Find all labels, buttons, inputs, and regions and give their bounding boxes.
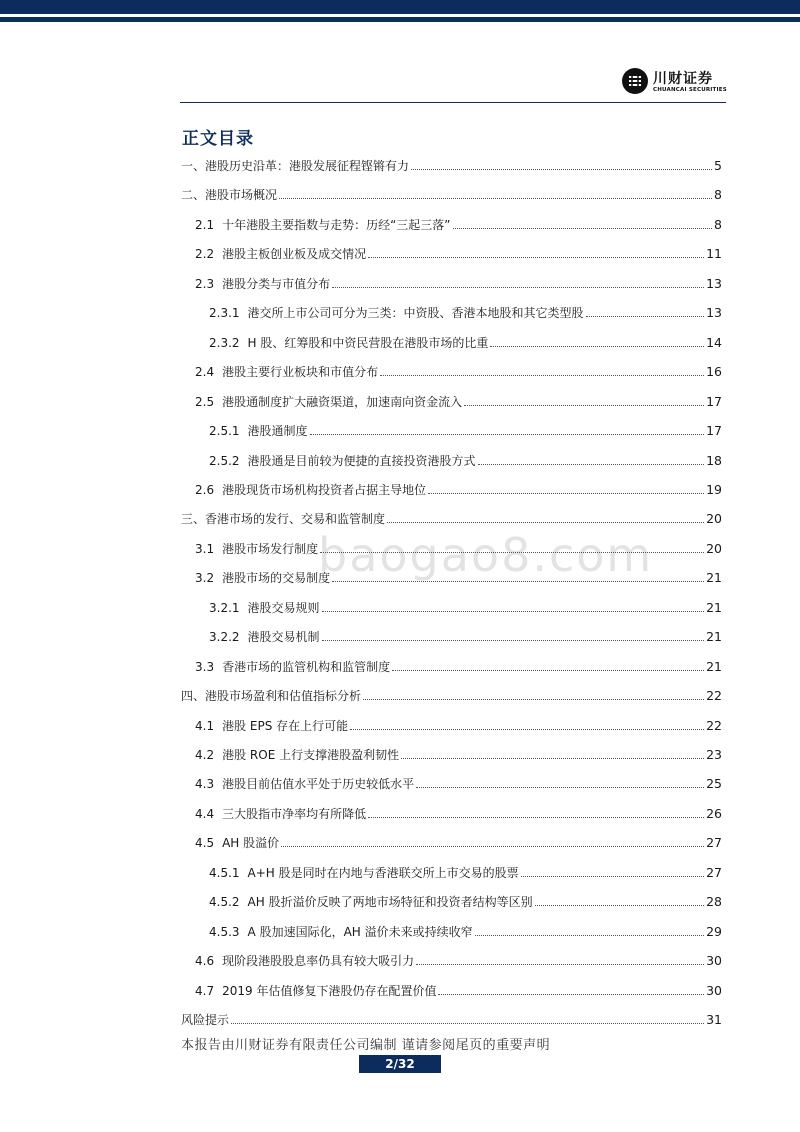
toc-entry-number: 3.2.2 xyxy=(209,630,240,645)
toc-entry-number: 4.5.1 xyxy=(209,865,240,880)
toc-entry-label: 三大股指市净率均有所降低 xyxy=(222,806,367,821)
toc-entry-number: 2.2 xyxy=(195,247,215,262)
toc-entry-page: 27 xyxy=(706,835,722,851)
toc-entry-page: 13 xyxy=(706,275,722,291)
toc-entry[interactable] xyxy=(209,305,722,321)
toc-entry-label: 四、港股市场盈利和估值指标分析 xyxy=(181,689,362,704)
toc-entry-label: 港股现货市场机构投资者占据主导地位 xyxy=(222,482,427,497)
toc-leader-dots xyxy=(453,217,713,229)
toc-entry-label: 港股 ROE 上行支撑港股盈利韧性 xyxy=(222,748,400,762)
toc-entry-label: 港股目前估值水平处于历史较低水平 xyxy=(222,777,415,792)
page-indicator: 2/32 xyxy=(359,1055,441,1073)
toc-entry[interactable] xyxy=(195,246,722,262)
toc-entry[interactable] xyxy=(195,394,722,410)
toc-entry-number: 2.4 xyxy=(195,365,215,380)
toc-entry-number: 4.5 xyxy=(195,836,215,851)
toc-entry-label: 现阶段港股股息率仍具有较大吸引力 xyxy=(222,954,415,969)
toc-entry-page: 13 xyxy=(706,305,722,321)
toc-entry[interactable] xyxy=(181,688,722,704)
toc-entry[interactable] xyxy=(209,865,722,881)
toc-entry-number: 2.3 xyxy=(195,276,215,291)
toc-leader-dots xyxy=(281,835,704,847)
toc-entry-label: A 股加速国际化，AH 溢价未来或持续收窄 xyxy=(247,924,473,939)
toc-leader-dots xyxy=(363,688,704,700)
toc-entry-label: 风险提示 xyxy=(181,1013,230,1027)
toc-entry-page: 22 xyxy=(706,717,722,733)
brand-name-cn: 川财证券 xyxy=(653,71,713,87)
toc-entry-page: 21 xyxy=(706,629,722,645)
toc-entry-page: 26 xyxy=(706,805,722,821)
toc-entry-page: 25 xyxy=(706,776,722,792)
toc-entry-label: 港股通制度扩大融资渠道，加速南向资金流入 xyxy=(222,394,463,409)
toc-entry[interactable] xyxy=(195,541,722,557)
toc-entry-number: 3.2 xyxy=(195,571,215,586)
watermark: baogao8.com xyxy=(318,528,654,582)
toc-entry-number: 4.7 xyxy=(195,983,215,998)
toc-entry-label: 港交所上市公司可分为三类：中资股、香港本地股和其它类型股 xyxy=(247,306,584,321)
toc-entry[interactable] xyxy=(181,187,722,203)
toc-entry-label: H 股、红筹股和中资民营股在港股市场的比重 xyxy=(247,335,489,350)
toc-entry-label: 港股主板创业板及成交情况 xyxy=(222,247,367,262)
toc-entry-page: 21 xyxy=(706,599,722,615)
toc-entry-page: 16 xyxy=(706,364,722,380)
toc-entry-page: 8 xyxy=(714,187,722,203)
toc-entry-page: 18 xyxy=(706,452,722,468)
toc-entry-page: 19 xyxy=(706,481,722,497)
toc-entry-number: 4.3 xyxy=(195,777,215,792)
toc-leader-dots xyxy=(322,629,705,641)
toc-entry[interactable] xyxy=(195,983,722,999)
toc-entry[interactable] xyxy=(195,482,722,498)
toc-leader-dots xyxy=(320,541,704,553)
toc-entry-label: A+H 股是同时在内地与香港联交所上市交易的股票 xyxy=(247,865,519,880)
toc-entry-number: 4.5.3 xyxy=(209,924,240,939)
footer-disclaimer: 本报告由川财证券有限责任公司编制 谨请参阅尾页的重要声明 xyxy=(181,1038,551,1053)
toc-entry-page: 27 xyxy=(706,864,722,880)
toc-leader-dots xyxy=(368,806,704,818)
brand-name-en: CHUANCAI SECURITIES xyxy=(653,87,727,93)
toc-entry-page: 30 xyxy=(706,982,722,998)
toc-entry-number: 4.5.2 xyxy=(209,895,240,910)
header-divider xyxy=(180,102,726,103)
toc-entry-page: 31 xyxy=(706,1012,722,1027)
toc-entry-label: 港股市场发行制度 xyxy=(222,541,319,556)
toc-entry[interactable] xyxy=(209,894,722,910)
toc-entry-page: 17 xyxy=(706,423,722,439)
toc-entry[interactable] xyxy=(209,924,722,940)
toc-leader-dots xyxy=(586,305,705,317)
chuancai-logo-icon xyxy=(622,68,648,94)
toc-leader-dots xyxy=(438,983,704,995)
toc-entry[interactable] xyxy=(195,659,722,675)
toc-leader-dots xyxy=(411,158,712,170)
toc-leader-dots xyxy=(322,600,705,612)
toc-entry-label: 港股交易机制 xyxy=(247,630,320,645)
toc-entry-page: 11 xyxy=(706,246,722,262)
toc-entry[interactable] xyxy=(195,747,722,763)
toc-entry-number: 4.4 xyxy=(195,806,215,821)
toc-entry[interactable] xyxy=(181,158,722,174)
toc-leader-dots xyxy=(350,718,704,730)
toc-entry-page: 20 xyxy=(706,540,722,556)
toc-entry-number: 4.1 xyxy=(195,718,215,733)
toc-entry-number: 4.2 xyxy=(195,748,215,762)
toc-entry-label: 一、港股历史沿革：港股发展征程铿锵有力 xyxy=(181,159,410,173)
toc-entry-label: 港股 EPS 存在上行可能 xyxy=(222,718,349,733)
toc-entry-page: 8 xyxy=(714,216,722,232)
toc-leader-dots xyxy=(231,1012,704,1024)
toc-entry[interactable] xyxy=(209,453,722,469)
toc-entry[interactable] xyxy=(209,423,722,439)
toc-entry[interactable] xyxy=(195,570,722,586)
toc-entry-page: 28 xyxy=(706,894,722,910)
toc-entry[interactable] xyxy=(209,600,722,616)
toc-entry-number: 3.3 xyxy=(195,659,215,674)
toc-entry-label: 港股通制度 xyxy=(247,424,308,439)
toc-entry-label: AH 股折溢价反映了两地市场特征和投资者结构等区别 xyxy=(247,895,533,910)
toc-leader-dots xyxy=(490,335,704,347)
toc-leader-dots xyxy=(416,776,704,788)
toc-entry[interactable] xyxy=(181,1012,722,1028)
toc-entry-label: 十年港股主要指数与走势：历经“三起三落” xyxy=(222,217,451,232)
brand-logo xyxy=(622,68,732,100)
toc-leader-dots xyxy=(368,246,704,258)
toc-title: 正文目录 xyxy=(182,129,254,149)
toc-entry-label: 港股通是目前较为便捷的直接投资港股方式 xyxy=(247,453,476,468)
toc-leader-dots xyxy=(475,924,704,936)
toc-leader-dots xyxy=(535,894,704,906)
toc-entry-number: 2.6 xyxy=(195,482,215,497)
toc-entry-label: 三、香港市场的发行、交易和监管制度 xyxy=(181,512,386,527)
toc-entry-page: 14 xyxy=(706,334,722,350)
toc-leader-dots xyxy=(521,865,704,877)
toc-entry-label: 港股主要行业板块和市值分布 xyxy=(222,365,379,380)
toc-entry-page: 17 xyxy=(706,393,722,409)
toc-entry-page: 23 xyxy=(706,747,722,762)
toc-entry[interactable] xyxy=(209,629,722,645)
toc-leader-dots xyxy=(380,364,704,376)
toc-entry-number: 3.1 xyxy=(195,541,215,556)
toc-leader-dots xyxy=(464,394,704,406)
toc-entry-page: 21 xyxy=(706,658,722,674)
toc-entry[interactable] xyxy=(195,364,722,380)
toc-entry-page: 30 xyxy=(706,953,722,969)
toc-leader-dots xyxy=(332,276,704,288)
toc-entry[interactable] xyxy=(195,217,722,233)
toc-entry-number: 2.5.2 xyxy=(209,453,240,468)
toc-entry-label: 2019 年估值修复下港股仍存在配置价值 xyxy=(222,983,437,998)
toc-leader-dots xyxy=(428,482,704,494)
toc-entry[interactable] xyxy=(195,835,722,851)
toc-entry-number: 2.5 xyxy=(195,394,215,409)
toc-entry-number: 3.2.1 xyxy=(209,600,240,615)
toc-entry-label: 二、港股市场概况 xyxy=(181,188,278,203)
toc-entry-number: 2.1 xyxy=(195,217,215,232)
top-bar-stripe xyxy=(0,14,800,17)
toc-entry-label: AH 股溢价 xyxy=(222,836,280,851)
toc-entry[interactable] xyxy=(181,511,722,527)
toc-leader-dots xyxy=(416,953,704,965)
toc-entry[interactable] xyxy=(195,276,722,292)
toc-entry[interactable] xyxy=(195,806,722,822)
top-color-bar xyxy=(0,0,800,22)
toc-entry[interactable] xyxy=(209,335,722,351)
toc-leader-dots xyxy=(387,511,704,523)
toc-leader-dots xyxy=(310,423,705,435)
toc-entry[interactable] xyxy=(195,776,722,792)
toc-entry-label: 香港市场的监管机构和监管制度 xyxy=(222,659,391,674)
toc-leader-dots xyxy=(478,453,705,465)
toc-leader-dots xyxy=(279,187,712,199)
toc-entry[interactable] xyxy=(195,718,722,734)
toc-leader-dots xyxy=(392,659,704,671)
toc-entry-label: 港股交易规则 xyxy=(247,600,320,615)
toc-entry-number: 2.3.2 xyxy=(209,335,240,350)
toc-leader-dots xyxy=(401,747,704,759)
toc-leader-dots xyxy=(332,570,704,582)
toc-entry-page: 5 xyxy=(714,158,722,173)
toc-entry-number: 2.3.1 xyxy=(209,306,240,321)
toc-entry[interactable] xyxy=(195,953,722,969)
toc-entry-number: 4.6 xyxy=(195,954,215,969)
toc-entry-page: 21 xyxy=(706,570,722,586)
toc-entry-number: 2.5.1 xyxy=(209,424,240,439)
toc-entry-page: 22 xyxy=(706,688,722,704)
toc-entry-label: 港股市场的交易制度 xyxy=(222,571,331,586)
toc-entry-label: 港股分类与市值分布 xyxy=(222,276,331,291)
toc-entry-page: 29 xyxy=(706,923,722,939)
toc-entry-page: 20 xyxy=(706,511,722,527)
